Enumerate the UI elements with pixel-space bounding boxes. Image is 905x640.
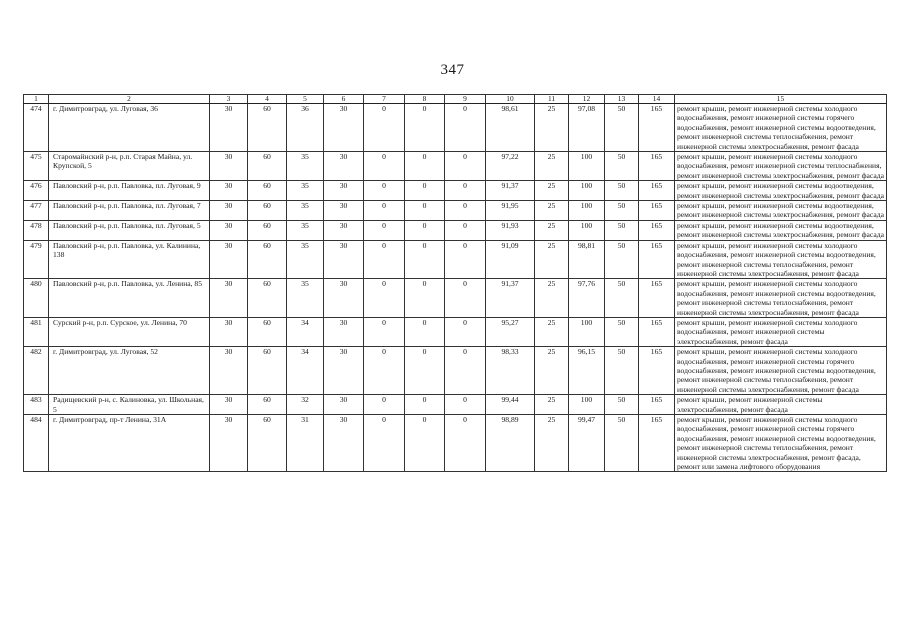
cell-col-3: 30 — [210, 220, 248, 240]
table-row — [24, 317, 887, 346]
cell-col-13: 50 — [605, 317, 639, 346]
table-header-row — [24, 95, 887, 104]
cell-col-11: 25 — [535, 415, 569, 472]
cell-works-list: ремонт крыши, ремонт инженерной системы водоотведения, ремонт инженерной системы электроснабжения, ремонт фасада — [675, 201, 887, 221]
table-row — [24, 220, 887, 240]
column-header: 1 — [24, 95, 49, 104]
cell-col-13: 50 — [605, 415, 639, 472]
cell-col-13: 50 — [605, 181, 639, 201]
cell-col-8: 0 — [405, 415, 445, 472]
cell-col-7: 0 — [364, 240, 405, 279]
cell-col-11: 25 — [535, 395, 569, 415]
cell-col-8: 0 — [405, 240, 445, 279]
cell-address: Радищевский р-н, с. Калиновка, ул. Школьная, 5 — [49, 395, 210, 415]
cell-col-10: 91,09 — [486, 240, 535, 279]
table-row — [24, 181, 887, 201]
cell-col-8: 0 — [405, 395, 445, 415]
cell-col-9: 0 — [445, 279, 486, 318]
cell-works-list: ремонт крыши, ремонт инженерной системы холодного водоснабжения, ремонт инженерной системы теплоснабжения, ремонт инженерной системы электроснабжения, ремонт фасада — [675, 152, 887, 181]
cell-col-11: 25 — [535, 220, 569, 240]
cell-col-3: 30 — [210, 415, 248, 472]
cell-col-4: 60 — [248, 317, 287, 346]
cell-address: Павловский р-н, р.п. Павловка, пл. Луговая, 7 — [49, 201, 210, 221]
cell-col-6: 30 — [324, 279, 364, 318]
cell-col-11: 25 — [535, 152, 569, 181]
cell-col-7: 0 — [364, 201, 405, 221]
table-row — [24, 415, 887, 472]
cell-col-3: 30 — [210, 279, 248, 318]
cell-col-6: 30 — [324, 347, 364, 395]
repair-program-table — [23, 94, 887, 472]
column-header: 9 — [445, 95, 486, 104]
page-number: 347 — [440, 62, 465, 78]
cell-col-9: 0 — [445, 347, 486, 395]
cell-col-11: 25 — [535, 104, 569, 152]
cell-col-9: 0 — [445, 317, 486, 346]
column-header: 14 — [639, 95, 675, 104]
cell-col-14: 165 — [639, 220, 675, 240]
cell-col-7: 0 — [364, 181, 405, 201]
cell-row-number: 474 — [24, 104, 49, 152]
table-row — [24, 201, 887, 221]
cell-col-4: 60 — [248, 220, 287, 240]
cell-col-14: 165 — [639, 240, 675, 279]
cell-col-4: 60 — [248, 415, 287, 472]
cell-works-list: ремонт крыши, ремонт инженерной системы холодного водоснабжения, ремонт инженерной системы водоотведения, ремонт инженерной системы теплоснабжения, ремонт инженерной системы электроснабжения, ремонт фасада — [675, 279, 887, 318]
cell-col-6: 30 — [324, 415, 364, 472]
cell-address: Павловский р-н, р.п. Павловка, пл. Луговая, 5 — [49, 220, 210, 240]
cell-works-list: ремонт крыши, ремонт инженерной системы водоотведения, ремонт инженерной системы электроснабжения, ремонт фасада — [675, 220, 887, 240]
cell-col-8: 0 — [405, 317, 445, 346]
cell-col-10: 97,22 — [486, 152, 535, 181]
cell-col-6: 30 — [324, 181, 364, 201]
cell-address: Павловский р-н, р.п. Павловка, ул. Калинина, 138 — [49, 240, 210, 279]
cell-address: Павловский р-н, р.п. Павловка, пл. Луговая, 9 — [49, 181, 210, 201]
table-row — [24, 240, 887, 279]
cell-address: Сурский р-н, р.п. Сурское, ул. Ленина, 70 — [49, 317, 210, 346]
cell-col-10: 99,44 — [486, 395, 535, 415]
cell-col-13: 50 — [605, 395, 639, 415]
cell-col-12: 100 — [569, 395, 605, 415]
cell-works-list: ремонт крыши, ремонт инженерной системы холодного водоснабжения, ремонт инженерной системы горячего водоснабжения, ремонт инженерной системы водоотведения, ремонт инженерной системы теплоснабжения, ремонт инженерной системы электроснабжения, ремонт фасада — [675, 347, 887, 395]
cell-col-5: 35 — [287, 220, 324, 240]
cell-col-7: 0 — [364, 347, 405, 395]
cell-col-8: 0 — [405, 201, 445, 221]
column-header: 13 — [605, 95, 639, 104]
cell-row-number: 480 — [24, 279, 49, 318]
cell-col-8: 0 — [405, 152, 445, 181]
cell-col-13: 50 — [605, 152, 639, 181]
cell-col-9: 0 — [445, 104, 486, 152]
cell-col-3: 30 — [210, 240, 248, 279]
cell-col-5: 35 — [287, 201, 324, 221]
cell-col-13: 50 — [605, 201, 639, 221]
table-row — [24, 152, 887, 181]
cell-works-list: ремонт крыши, ремонт инженерной системы водоотведения, ремонт инженерной системы электроснабжения, ремонт фасада — [675, 181, 887, 201]
cell-col-14: 165 — [639, 201, 675, 221]
cell-col-9: 0 — [445, 181, 486, 201]
cell-col-12: 99,47 — [569, 415, 605, 472]
table-row — [24, 104, 887, 152]
cell-col-12: 100 — [569, 201, 605, 221]
cell-col-10: 91,37 — [486, 279, 535, 318]
column-header: 2 — [49, 95, 210, 104]
cell-col-11: 25 — [535, 201, 569, 221]
cell-col-5: 32 — [287, 395, 324, 415]
cell-col-4: 60 — [248, 181, 287, 201]
cell-address: Старомайнский р-н, р.п. Старая Майна, ул. Крупской, 5 — [49, 152, 210, 181]
cell-col-5: 35 — [287, 279, 324, 318]
cell-col-7: 0 — [364, 395, 405, 415]
cell-col-12: 96,15 — [569, 347, 605, 395]
cell-col-10: 98,61 — [486, 104, 535, 152]
cell-col-13: 50 — [605, 240, 639, 279]
cell-row-number: 478 — [24, 220, 49, 240]
cell-address: г. Димитровград, ул. Луговая, 36 — [49, 104, 210, 152]
column-header: 15 — [675, 95, 887, 104]
cell-col-12: 100 — [569, 317, 605, 346]
cell-col-8: 0 — [405, 104, 445, 152]
cell-address: г. Димитровград, пр-т Ленина, 31А — [49, 415, 210, 472]
cell-row-number: 484 — [24, 415, 49, 472]
column-header: 7 — [364, 95, 405, 104]
cell-col-4: 60 — [248, 104, 287, 152]
cell-col-6: 30 — [324, 240, 364, 279]
cell-col-7: 0 — [364, 220, 405, 240]
cell-col-13: 50 — [605, 347, 639, 395]
cell-col-14: 165 — [639, 279, 675, 318]
cell-col-6: 30 — [324, 395, 364, 415]
cell-col-10: 95,27 — [486, 317, 535, 346]
cell-col-3: 30 — [210, 152, 248, 181]
cell-col-4: 60 — [248, 347, 287, 395]
cell-col-5: 34 — [287, 317, 324, 346]
cell-col-5: 35 — [287, 152, 324, 181]
cell-col-14: 165 — [639, 104, 675, 152]
cell-works-list: ремонт крыши, ремонт инженерной системы электроснабжения, ремонт фасада — [675, 395, 887, 415]
cell-row-number: 476 — [24, 181, 49, 201]
cell-col-8: 0 — [405, 220, 445, 240]
cell-col-12: 97,08 — [569, 104, 605, 152]
cell-col-10: 98,33 — [486, 347, 535, 395]
cell-col-10: 91,95 — [486, 201, 535, 221]
column-header: 3 — [210, 95, 248, 104]
cell-row-number: 475 — [24, 152, 49, 181]
cell-works-list: ремонт крыши, ремонт инженерной системы холодного водоснабжения, ремонт инженерной системы горячего водоснабжения, ремонт инженерной системы водоотведения, ремонт инженерной системы теплоснабжения, ремонт инженерной системы электроснабжения, ремонт фасада, ремонт или замена лифтового оборудования — [675, 415, 887, 472]
table-row — [24, 279, 887, 318]
cell-col-7: 0 — [364, 104, 405, 152]
cell-col-10: 98,89 — [486, 415, 535, 472]
cell-col-7: 0 — [364, 317, 405, 346]
cell-row-number: 482 — [24, 347, 49, 395]
cell-col-5: 34 — [287, 347, 324, 395]
cell-col-13: 50 — [605, 104, 639, 152]
cell-col-3: 30 — [210, 104, 248, 152]
cell-col-6: 30 — [324, 220, 364, 240]
cell-col-14: 165 — [639, 152, 675, 181]
column-header: 6 — [324, 95, 364, 104]
cell-col-14: 165 — [639, 317, 675, 346]
column-header: 4 — [248, 95, 287, 104]
column-header: 10 — [486, 95, 535, 104]
column-header: 11 — [535, 95, 569, 104]
cell-col-4: 60 — [248, 152, 287, 181]
cell-col-6: 30 — [324, 152, 364, 181]
cell-col-11: 25 — [535, 181, 569, 201]
cell-col-9: 0 — [445, 240, 486, 279]
cell-col-8: 0 — [405, 181, 445, 201]
cell-col-6: 30 — [324, 104, 364, 152]
cell-col-9: 0 — [445, 415, 486, 472]
cell-col-6: 30 — [324, 201, 364, 221]
cell-col-10: 91,37 — [486, 181, 535, 201]
cell-col-5: 35 — [287, 240, 324, 279]
cell-col-12: 100 — [569, 181, 605, 201]
column-header: 12 — [569, 95, 605, 104]
cell-col-6: 30 — [324, 317, 364, 346]
cell-col-13: 50 — [605, 220, 639, 240]
cell-works-list: ремонт крыши, ремонт инженерной системы холодного водоснабжения, ремонт инженерной системы горячего водоснабжения, ремонт инженерной системы водоотведения, ремонт инженерной системы теплоснабжения, ремонт инженерной системы электроснабжения, ремонт фасада — [675, 104, 887, 152]
cell-col-12: 97,76 — [569, 279, 605, 318]
cell-col-11: 25 — [535, 347, 569, 395]
cell-col-11: 25 — [535, 279, 569, 318]
cell-row-number: 477 — [24, 201, 49, 221]
cell-col-11: 25 — [535, 240, 569, 279]
cell-col-4: 60 — [248, 240, 287, 279]
cell-col-7: 0 — [364, 279, 405, 318]
cell-col-13: 50 — [605, 279, 639, 318]
cell-col-9: 0 — [445, 220, 486, 240]
cell-col-9: 0 — [445, 201, 486, 221]
column-header: 8 — [405, 95, 445, 104]
cell-col-9: 0 — [445, 152, 486, 181]
cell-col-8: 0 — [405, 279, 445, 318]
cell-col-4: 60 — [248, 279, 287, 318]
cell-col-5: 31 — [287, 415, 324, 472]
table-row — [24, 347, 887, 395]
cell-col-12: 100 — [569, 220, 605, 240]
cell-col-4: 60 — [248, 201, 287, 221]
cell-works-list: ремонт крыши, ремонт инженерной системы холодного водоснабжения, ремонт инженерной системы электроснабжения, ремонт фасада — [675, 317, 887, 346]
cell-col-12: 98,81 — [569, 240, 605, 279]
table-row — [24, 395, 887, 415]
cell-col-3: 30 — [210, 317, 248, 346]
column-header: 5 — [287, 95, 324, 104]
cell-col-14: 165 — [639, 395, 675, 415]
cell-col-14: 165 — [639, 181, 675, 201]
cell-address: г. Димитровград, ул. Луговая, 52 — [49, 347, 210, 395]
cell-col-3: 30 — [210, 201, 248, 221]
cell-works-list: ремонт крыши, ремонт инженерной системы холодного водоснабжения, ремонт инженерной системы водоотведения, ремонт инженерной системы теплоснабжения, ремонт инженерной системы электроснабжения, ремонт фасада — [675, 240, 887, 279]
cell-col-5: 35 — [287, 181, 324, 201]
cell-col-14: 165 — [639, 415, 675, 472]
cell-col-7: 0 — [364, 152, 405, 181]
cell-col-3: 30 — [210, 395, 248, 415]
cell-col-12: 100 — [569, 152, 605, 181]
cell-col-3: 30 — [210, 347, 248, 395]
cell-col-7: 0 — [364, 415, 405, 472]
cell-row-number: 483 — [24, 395, 49, 415]
cell-col-9: 0 — [445, 395, 486, 415]
cell-col-3: 30 — [210, 181, 248, 201]
cell-row-number: 479 — [24, 240, 49, 279]
cell-col-4: 60 — [248, 395, 287, 415]
cell-col-14: 165 — [639, 347, 675, 395]
cell-col-10: 91,93 — [486, 220, 535, 240]
cell-address: Павловский р-н, р.п. Павловка, ул. Ленина, 85 — [49, 279, 210, 318]
cell-col-5: 36 — [287, 104, 324, 152]
cell-col-11: 25 — [535, 317, 569, 346]
cell-row-number: 481 — [24, 317, 49, 346]
cell-col-8: 0 — [405, 347, 445, 395]
